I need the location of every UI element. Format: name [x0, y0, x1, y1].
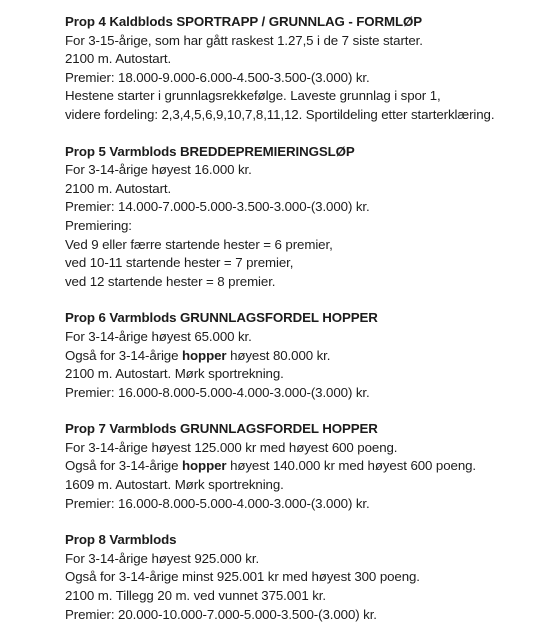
prop-line: Premier: 20.000-10.000-7.000-5.000-3.500-(3.000) kr. — [65, 606, 377, 622]
prop-line — [65, 347, 535, 366]
prop-line: 1609 m. Autostart. Mørk sportrekning. — [65, 477, 284, 493]
prop-title: Prop 8 Varmblods — [65, 532, 177, 548]
prop-line: 2100 m. Autostart. Mørk sportrekning. — [65, 366, 284, 382]
prop-line: Ved 9 eller færre startende hester = 6 premier, — [65, 236, 333, 252]
prop-line: Premier: 18.000-9.000-6.000-4.500-3.500-(3.000) kr. — [65, 69, 370, 85]
prop-line: Premiering: — [65, 217, 132, 233]
prop-6 — [65, 309, 535, 402]
prop-line: For 3-14-årige høyest 125.000 kr med høyest 600 poeng. — [65, 439, 398, 455]
prop-line-text: høyest 80.000 kr. — [226, 347, 331, 363]
prop-line: Premier: 14.000-7.000-5.000-3.500-3.000-(3.000) kr. — [65, 199, 370, 215]
prop-line: 2100 m. Autostart. — [65, 180, 172, 196]
prop-title: Prop 4 Kaldblods SPORTRAPP / GRUNNLAG - FORMLØP — [65, 14, 423, 29]
prop-title: Prop 6 Varmblods GRUNNLAGSFORDEL HOPPER — [65, 310, 378, 326]
prop-line: For 3-14-årige høyest 65.000 kr. — [65, 328, 252, 344]
race-propositions-document — [65, 13, 535, 642]
prop-line: Premier: 16.000-8.000-5.000-4.000-3.000-(3.000) kr. — [65, 495, 370, 511]
prop-line: 2100 m. Tillegg 20 m. ved vunnet 375.001 kr. — [65, 588, 326, 604]
prop-line: videre fordeling: 2,3,4,5,6,9,10,7,8,11,12. Sportildeling etter starterklæring. — [65, 106, 495, 122]
prop-line-text: høyest 140.000 kr med høyest 600 poeng. — [226, 458, 476, 474]
prop-line-emphasis: hopper — [182, 458, 227, 474]
prop-title: Prop 5 Varmblods BREDDEPREMIERINGSLØP — [65, 143, 355, 159]
prop-7 — [65, 420, 535, 513]
prop-line-text: Også for 3-14-årige — [65, 458, 182, 474]
prop-line: ved 10-11 startende hester = 7 premier, — [65, 255, 294, 271]
prop-line: For 3-15-årige, som har gått raskest 1.27,5 i de 7 siste starter. — [65, 32, 423, 48]
prop-line — [65, 457, 535, 476]
prop-line: Hestene starter i grunnlagsrekkefølge. Laveste grunnlag i spor 1, — [65, 88, 441, 104]
prop-line: For 3-14-årige høyest 925.000 kr. — [65, 550, 260, 566]
prop-line: 2100 m. Autostart. — [65, 51, 172, 67]
prop-line: Også for 3-14-årige minst 925.001 kr med høyest 300 poeng. — [65, 569, 420, 585]
prop-line: Premier: 16.000-8.000-5.000-4.000-3.000-(3.000) kr. — [65, 384, 370, 400]
prop-line-text: Også for 3-14-årige — [65, 347, 182, 363]
prop-line: ved 12 startende hester = 8 premier. — [65, 273, 276, 289]
prop-5 — [65, 143, 535, 292]
prop-line: For 3-14-årige høyest 16.000 kr. — [65, 162, 252, 178]
prop-line-emphasis: hopper — [182, 347, 227, 363]
prop-8 — [65, 531, 535, 624]
prop-title: Prop 7 Varmblods GRUNNLAGSFORDEL HOPPER — [65, 421, 378, 437]
prop-4 — [65, 13, 535, 125]
